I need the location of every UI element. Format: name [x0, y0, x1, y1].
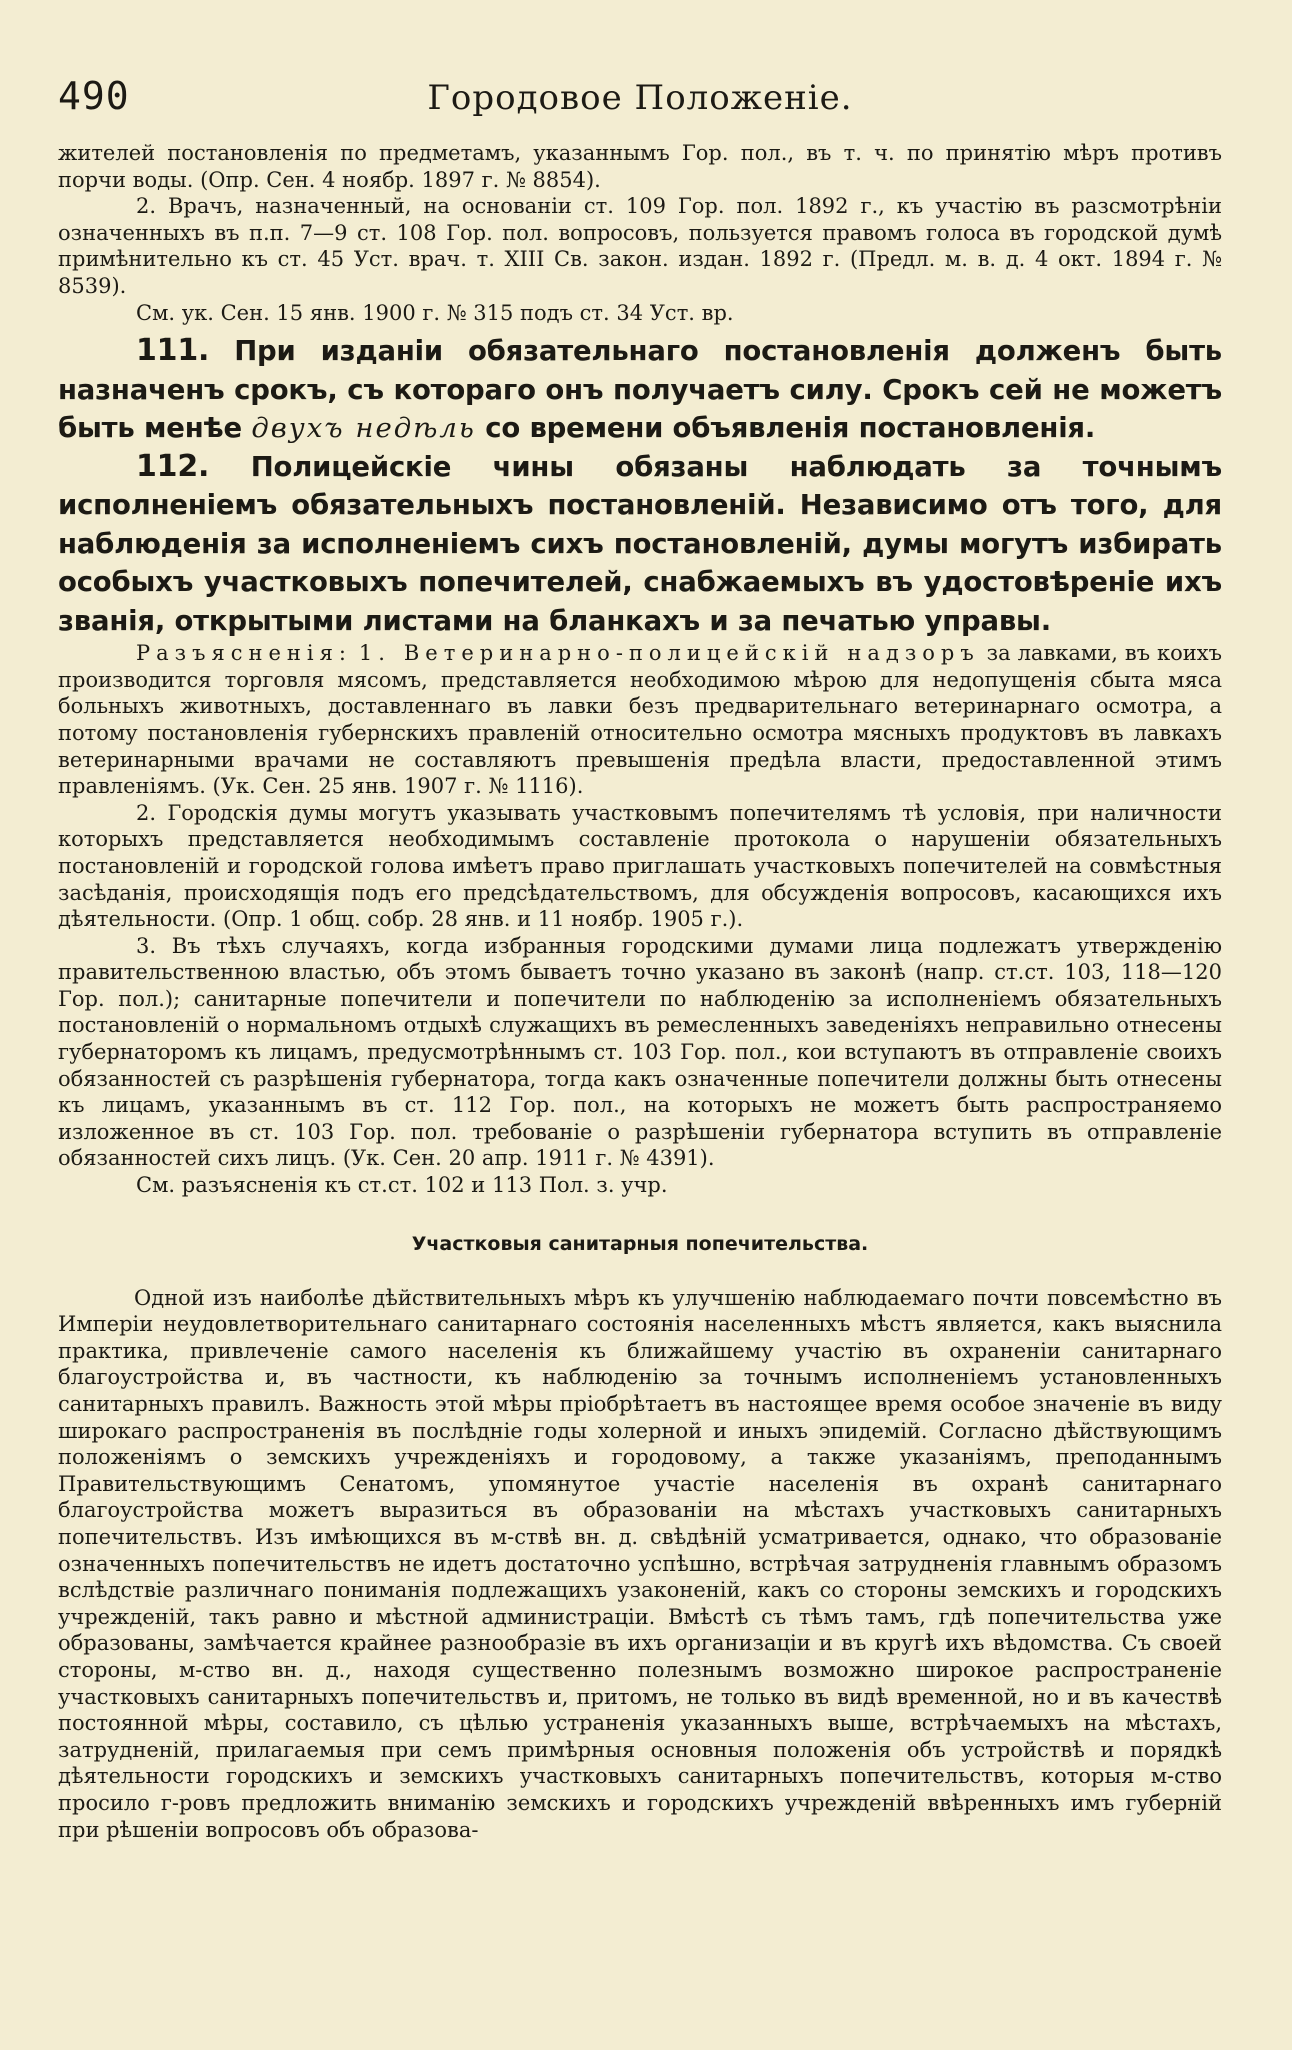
- article-text: Полицейскіе чины обязаны наблюдать за точнымъ исполненіемъ обязательныхъ постановленій. Независимо отъ того, для наблюденія за исполненіемъ сихъ постановленій, думы могутъ избирать особыхъ участковыхъ попечителей, снабжаемыхъ въ удостовѣреніе ихъ званія, открытыми листами на бланкахъ и за печатью управы.: [58, 450, 1223, 637]
- article-text-tail: со времени объявленія постановленія.: [485, 412, 1096, 445]
- article-112: [58, 448, 1222, 641]
- explanation-3: 3. Въ тѣхъ случаяхъ, когда избранныя городскими думами лица подлежатъ утвержденію правительственною властью, объ этомъ бываетъ точно указано въ законѣ (напр. ст.ст. 103, 118—120 Гор. пол.); санитарные попечители и попечители по наблюденію за исполненіемъ обязательныхъ постановленій о нормальномъ отдыхѣ служащихъ въ ремесленныхъ заведеніяхъ неправильно отнесены губернаторомъ къ лицамъ, предусмотрѣннымъ ст. 103 Гор. пол., кои вступаютъ въ отправленіе своихъ обязанностей съ разрѣшенія губернатора, тогда какъ означенные попечители должны быть отнесены къ лицамъ, указаннымъ въ ст. 112 Гор. пол., на которыхъ не можетъ быть распространяемо изложенное въ ст. 103 Гор. пол. требованіе о разрѣшеніи губернатора вступить въ отправленіе обязанностей сихъ лицъ. (Ук. Сен. 20 апр. 1911 г. № 4391).: [58, 933, 1222, 1171]
- section-paragraph: Одной изъ наиболѣе дѣйствительныхъ мѣръ къ улучшенію наблюдаемаго почти повсемѣстно въ Имперіи неудовлетворительнаго санитарнаго состоянія населенныхъ мѣстъ является, какъ выяснила практика, привлеченіе самого населенія къ ближайшему участію въ охраненіи санитарнаго благоустройства и, въ частности, къ наблюденію за точнымъ исполненіемъ установленныхъ санитарныхъ правилъ. Важность этой мѣры пріобрѣтаетъ въ настоящее время особое значеніе въ виду широкаго распространенія въ послѣдніе годы холерной и иныхъ эпидемій. Согласно дѣйствующимъ положеніямъ о земскихъ учрежденіяхъ и городовому, а также указаніямъ, преподаннымъ Правительствующимъ Сенатомъ, упомянутое участіе населенія въ охранѣ санитарнаго благоустройства можетъ выразиться въ образованіи на мѣстахъ участковыхъ санитарныхъ попечительствъ. Изъ имѣющихся въ м-ствѣ вн. д. свѣдѣній усматривается, однако, что образованіе означенныхъ попечительствъ не идетъ достаточно успѣшно, встрѣчая затрудненія главнымъ образомъ вслѣдствіе различнаго пониманія подлежащихъ узаконеній, какъ со стороны земскихъ и городскихъ учрежденій, такъ равно и мѣстной администраціи. Вмѣстѣ съ тѣмъ тамъ, гдѣ попечительства уже образованы, замѣчается крайнее разнообразіе въ ихъ организаціи и въ кругѣ ихъ вѣдомства. Съ своей стороны, м-ство вн. д., находя существенно полезнымъ возможно широкое распространеніе участковыхъ санитарныхъ попечительствъ и, притомъ, не только въ видѣ временной, но и въ качествѣ постоянной мѣры, составило, съ цѣлью устраненія указанныхъ выше, встрѣчаемыхъ на мѣстахъ, затрудненій, прилагаемыя при семъ примѣрныя основныя положенія объ устройствѣ и порядкѣ дѣятельности городскихъ и земскихъ участковыхъ санитарныхъ попечительствъ, которыя м-ство просило г-ровъ предложить вниманію земскихъ и городскихъ учрежденій ввѣренныхъ имъ губерній при рѣшеніи вопросовъ объ образова-: [58, 1285, 1222, 1842]
- section-heading: Участковыя санитарныя попечительства.: [411, 1232, 869, 1255]
- see-reference: См. ук. Сен. 15 янв. 1900 г. № 315 подъ ст. 34 Уст. вр.: [136, 300, 734, 325]
- explanations: [58, 640, 1222, 1198]
- explanation-1-lead: 1. Ветеринарно-полицейскій надзоръ: [358, 641, 980, 666]
- note-2-physician: 2. Врачъ, назначенный, на основаніи ст. 109 Гор. пол. 1892 г., къ участію въ разсмотрѣніи означенныхъ въ п.п. 7—9 ст. 108 Гор. пол. вопросовъ, пользуется правомъ голоса въ городской думѣ примѣнительно къ ст. 45 Уст. врач. т. XIII Св. закон. издан. 1892 г. (Предл. м. в. д. 4 окт. 1894 г. № 8539).: [58, 194, 1222, 298]
- page-number: 490: [58, 74, 130, 118]
- explanations-label: Разъясненія:: [136, 641, 352, 666]
- paragraph-continuation: жителей постановленія по предметамъ, указаннымъ Гор. пол., въ т. ч. по принятію мѣръ противъ порчи воды. (Опр. Сен. 4 ноябр. 1897 г. № 8854).: [58, 141, 1222, 192]
- commentary-top: [58, 140, 1222, 326]
- explanation-1-text: за лавками, въ коихъ производится торговля мясомъ, представляется необходимою мѣрою для недопущенія сбыта мяса больныхъ животныхъ, доставленнаго въ лавки безъ предварительнаго ветеринарнаго осмотра, а потому постановленія губернскихъ правленій относительно осмотра мясныхъ продуктовъ въ лавкахъ ветеринарными врачами не составляютъ превышенія предѣла власти, предоставленной этимъ правленіямъ. (Ук. Сен. 25 янв. 1907 г. № 1116).: [58, 641, 1222, 799]
- explanation-1: [58, 640, 1222, 800]
- page-header: [58, 74, 1222, 138]
- article-111: [58, 332, 1222, 448]
- article-number: 112.: [136, 448, 210, 484]
- see-also-reference: См. разъясненія къ ст.ст. 102 и 113 Пол. з. учр.: [136, 1173, 668, 1198]
- running-title: Городовое Положеніе.: [427, 78, 853, 118]
- article-italic-term: двухъ недѣль: [251, 412, 476, 445]
- article-text: При изданіи обязательнаго постановленія долженъ быть назначенъ срокъ, съ котораго онъ получаетъ силу. Срокъ сей не можетъ быть менѣе: [58, 335, 1222, 445]
- explanation-2: 2. Городскія думы могутъ указывать участковымъ попечителямъ тѣ условія, при наличности которыхъ представляется необходимымъ составленіе протокола о нарушеніи обязательныхъ постановленій и городской голова имѣетъ право приглашать участковыхъ попечителей на совмѣстныя засѣданія, происходящія подъ его предсѣдательствомъ, для обсужденія вопросовъ, касающихся ихъ дѣятельности. (Опр. 1 общ. собр. 28 янв. и 11 ноябр. 1905 г.).: [58, 800, 1222, 932]
- article-number: 111.: [136, 333, 210, 369]
